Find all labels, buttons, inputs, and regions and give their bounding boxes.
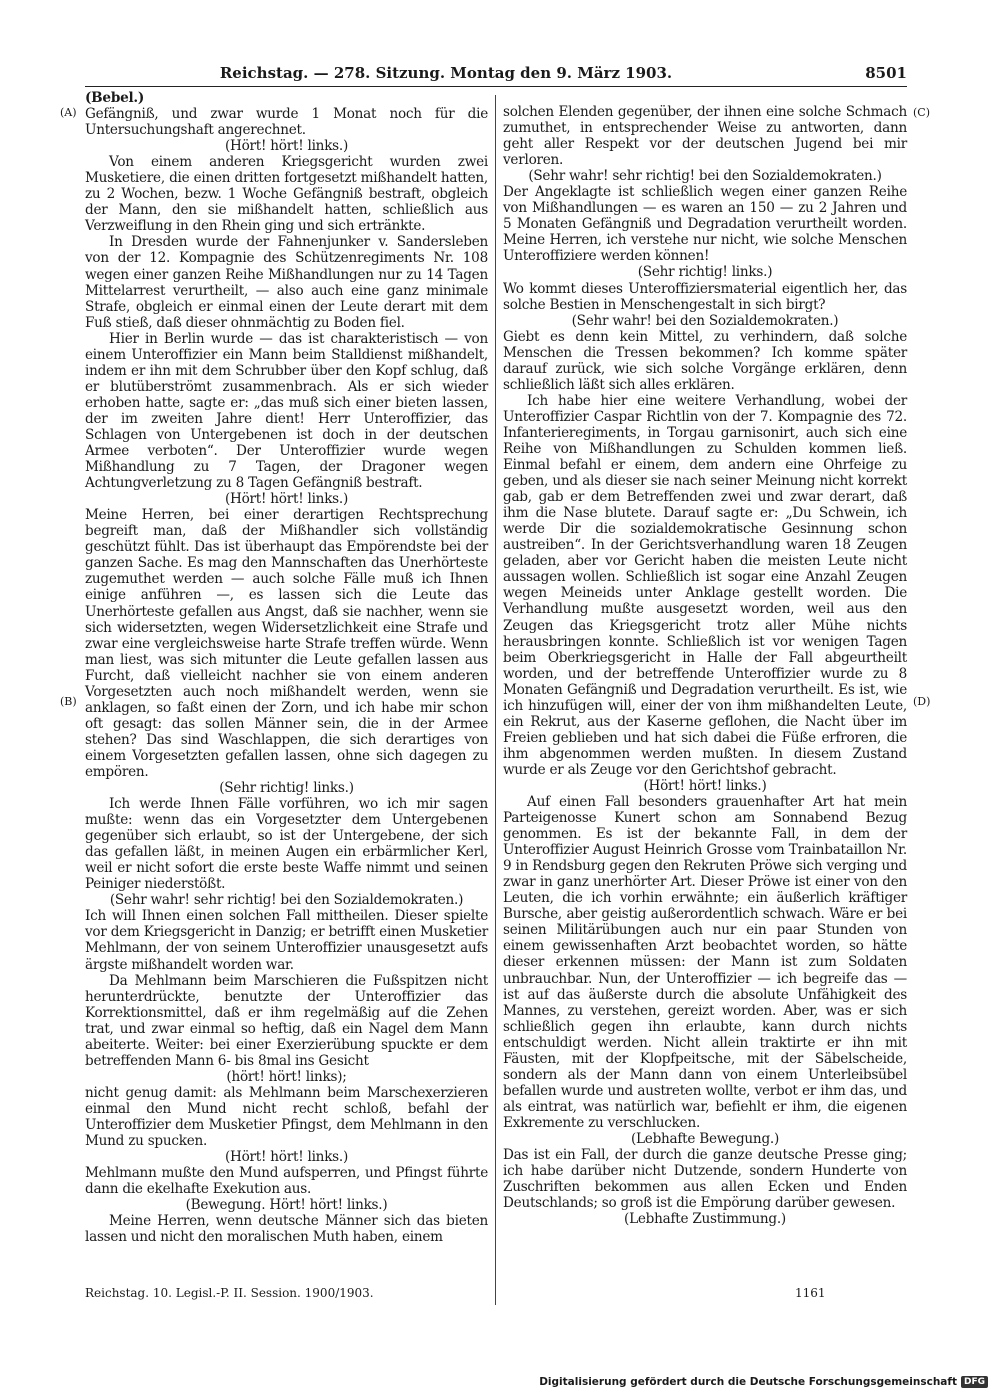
paragraph: Wo kommt dieses Unteroffiziersmaterial eigentlich her, das solche Bestien in Menschengestalt in sich birgt? (503, 280, 907, 313)
interjection: (Hört! hört! links.) (224, 1149, 349, 1166)
margin-mark-a: (A) (60, 106, 77, 119)
paragraph: Ich will Ihnen einen solchen Fall mittheilen. Dieser spielte vor dem Kriegsgericht in Danzig; er betrifft einen Musketier Mehlmann, der von seinem Unteroffizier unausgesetzt aufs ärgste mißhandelt worden war. (85, 908, 488, 973)
interjection: (Lebhafte Bewegung.) (630, 1131, 780, 1147)
paragraph: Von einem anderen Kriegsgericht wurden zwei Musketiere, die einen dritten fortgesetzt mißhandelt hatten, zu 2 Wochen, bezw. 1 Woche Gefängniß bestraft, obgleich der Mann, den sie mißhandelt hatten, schließlich aus Verzweiflung in den Rhein ging und sich ertränkte. (85, 154, 488, 235)
paragraph: Meine Herren, wenn deutsche Männer sich das bieten lassen und nicht den moralischen Muth haben, einem (85, 1213, 488, 1246)
paragraph: Das ist ein Fall, der durch die ganze deutsche Presse ging; ich habe darüber nicht Dutzende, sondern Hunderte von Zuschriften bekommen aus allen Ecken und Enden Deutschlands; so groß ist die Empörung darüber gewesen. (503, 1147, 907, 1212)
footer-session: Reichstag. 10. Legisl.-P. II. Session. 1900/1903. (85, 1286, 374, 1300)
interjection: (Hört! hört! links.) (643, 777, 767, 794)
interjection: (Lebhafte Zustimmung.) (624, 1211, 786, 1228)
footer-sheet-number: 1161 (795, 1286, 826, 1300)
paragraph: Meine Herren, bei einer derartigen Rechtsprechung begreift man, daß der Mißhandler sich vollständig geschützt fühlt. Das ist überhaupt das Empörendste bei der ganzen Sache. Es mag den Mannschaften das Unerhörteste zugemuthet werden — auch solche Fälle muß ich Ihnen einige anführen —, es lassen sich die Leute das Unerhörteste gefallen aus Angst, daß sie nachher, wenn sie sich widersetzten, wegen Widersetzlichkeit eine Strafe und zwar eine vergleichsweise harte Strafe treffen würde. Wenn man liest, was sich mitunter die Leute gefallen lassen aus Furcht, daß vielleicht nachher sie von einem anderen Vorgesetzten auch noch mißhandelt werden, wenn sie anklagen, so faßt einen der Zorn, und ich habe mir schon oft gesagt: das sollen Männer sein, die in der Armee stehen? Das sind Waschlappen, die sich derartiges von einem Vorgesetzten gefallen lassen, ohne sich dagegen zu empören. (85, 507, 488, 780)
interjection: (Sehr richtig! links.) (637, 264, 773, 281)
paragraph: Auf einen Fall besonders grauenhafter Art hat mein Parteigenosse Kunert schon am Sonnabend Bezug genommen. Es ist der bekannte Fall, in dem der Unteroffizier August Heinrich Grosse vom Trainbataillon Nr. 9 in Rendsburg gegen den Rekruten Pröwe sich verging und zwar in ganz unerhörter Art. Dieser Pröwe ist einer von den Leuten, die ich vorhin erwähnte; ein äußerlich kräftiger Bursche, aber geistig außerordentlich schwach. Wäre er bei seinen Militärübungen auch nur ein paar Stunden von einem gewissenhaften Arzt beobachtet worden, so hätte dieser erkennen müssen: der Mann ist zum Soldaten unbrauchbar. Nun, der Unteroffizier — ich begreife das — ist auf das äußerste durch die absolute Unfähigkeit des Mannes, zu verstehen, gereizt worden. Aber, was er sich schließlich gegen ihn erlaubte, kann durch nichts entschuldigt werden. Nicht allein traktirte er ihn mit Fäusten, mit der Klopfpeitsche, mit der Säbelscheide, sondern als der Mann dann von einem Unterleibsübel befallen wurde und austreten wollte, verbot er ihm das, und als eintrat, was natürlich war, befiehlt er ihm, die eigenen Exkremente zu verschlucken. (503, 794, 907, 1131)
paragraph: Gefängniß, und zwar wurde 1 Monat noch für die Untersuchungshaft angerechnet. (85, 106, 488, 139)
margin-mark-c: (C) (913, 106, 930, 119)
header-title: Reichstag. — 278. Sitzung. Montag den 9. März 1903. (219, 64, 673, 82)
interjection: (Sehr wahr! sehr richtig! bei den Sozialdemokraten.) (528, 168, 882, 185)
page-header (85, 62, 907, 84)
paragraph: Giebt es denn kein Mittel, zu verhindern, daß solche Menschen die Tressen bekommen? Ich komme später darauf zurück, wie sich solche Vorgänge erklären, denn schließlich läßt sich alles erklären. (503, 328, 907, 393)
credit-text: Digitalisierung gefördert durch die Deutsche Forschungsgemeinschaft (539, 1376, 957, 1388)
paragraph: solchen Elenden gegenüber, der ihnen eine solche Schmach zumuthet, in entsprechender Weise zu antworten, dann geht aller Respekt vor der deutschen Jugend bei mir verloren. (503, 104, 907, 169)
margin-mark-d: (D) (913, 695, 931, 708)
dfg-logo: DFG (961, 1376, 988, 1388)
header-rule (85, 86, 907, 87)
interjection: (Sehr richtig! links.) (219, 780, 354, 797)
column-divider (495, 95, 496, 1305)
interjection: (Sehr wahr! bei den Sozialdemokraten.) (571, 312, 839, 329)
speaker-name: (Bebel.) (85, 90, 145, 106)
paragraph: In Dresden wurde der Fahnenjunker v. Sandersleben von der 12. Kompagnie des Schützenregiments Nr. 108 wegen einer ganzen Reihe Mißhandlungen nur zu 14 Tagen Mittelarrest verurtheilt, — also auch eine ganz minimale Strafe, obgleich er einmal einen der Leute derart mit dem Fuß stieß, daß dieser ohnmächtig zu Boden fiel. (85, 234, 488, 331)
right-column (503, 104, 907, 1227)
interjection: (Hört! hört! links.) (224, 138, 349, 155)
interjection: (hört! hört! links); (226, 1068, 347, 1085)
paragraph: Mehlmann mußte den Mund aufsperren, und Pfingst führte dann die ekelhafte Exekution aus. (85, 1165, 488, 1198)
paragraph: Ich habe hier eine weitere Verhandlung, wobei der Unteroffizier Caspar Richtlin von der 7. Kompagnie des 72. Infanterieregiments, in Torgau garnisonirt, auch sich eine Reihe von Mißhandlungen zu Schulden kommen ließ. Einmal befahl er einem, dem andern eine Ohrfeige zu geben, und als dieser sie nach seiner Meinung nicht korrekt gab, gab er dem Betreffenden zwei und zwar derart, daß ihm die Nase blutete. Darauf sagte er: „Du Schwein, ich werde Dir die sozialdemokratische Gesinnung schon austreiben“. In der Gerichtsverhandlung waren 18 Zeugen geladen, aber vor Gericht haben die meisten Leute nicht aussagen wollen. Schließlich ist sogar eine Anzahl Zeugen wegen Meineids unter Anklage gestellt worden. Die Verhandlung mußte ausgesetzt worden, weil aus den Zeugen das Kriegsgericht trotz aller Mühe nichts herausbringen konnte. Schließlich ist vor wenigen Tagen beim Oberkriegsgericht in Halle der Fall abgeurtheilt worden, und der betreffende Unteroffizier wurde zu 8 Monaten Gefängniß und Degradation verurtheilt. Es ist, wie ich hinzufügen will, einer der von ihm mißhandelten Leute, ein Rekrut, aus der Kaserne geflohen, die Nacht über im Freien geblieben und hat sich dabei die Füße erfroren, die ihm abgenommen werden mußten. In diesem Zustand wurde er als Zeuge vor den Gerichtshof gebracht. (503, 392, 907, 778)
paragraph: Ich werde Ihnen Fälle vorführen, wo ich mir sagen mußte: wenn das ein Vorgesetzter dem Untergebenen gegenüber sich erlaubt, so ist der Untergebene, der sich das gefallen läßt, in meinen Augen ein erbärmlicher Kerl, weil er nicht sofort die erste beste Waffe nimmt und seinen Peiniger niederstößt. (85, 796, 488, 893)
left-column (85, 90, 488, 1245)
interjection: (Sehr wahr! sehr richtig! bei den Sozialdemokraten.) (109, 892, 464, 909)
paragraph: nicht genug damit: als Mehlmann beim Marschexerzieren einmal den Mund nicht recht schloß, befahl der Unteroffizier dem Musketier Pfingst, dem Mehlmann in den Mund zu spucken. (85, 1084, 488, 1150)
paragraph: Hier in Berlin wurde — das ist charakteristisch — von einem Unteroffizier ein Mann beim Stalldienst mißhandelt, indem er ihn mit dem Schrubber über den Kopf schlug, daß er blutüberströmt zusammenbrach. Als er sich wieder erhoben hatte, sagte er: „das muß sich einer bieten lassen, der im zweiten Jahre dient! Herr Unteroffizier, das Schlagen von Untergebenen ist doch in der deutschen Armee verboten“. Der Unteroffizier wurde wegen Mißhandlung zu 7 Tagen, der Dragoner wegen Achtungverletzung zu 8 Tagen Gefängniß bestraft. (85, 330, 488, 492)
margin-mark-b: (B) (60, 695, 77, 708)
paragraph: Der Angeklagte ist schließlich wegen einer ganzen Reihe von Mißhandlungen — es waren an 150 — zu 2 Jahren und 5 Monaten Gefängniß und Degradation verurtheilt worden. Meine Herren, ich verstehe nur nicht, wie solche Menschen Unteroffiziere werden können! (503, 184, 907, 265)
digitization-credit (539, 1376, 988, 1388)
page-number: 8501 (865, 64, 907, 82)
interjection: (Hört! hört! links.) (224, 491, 349, 508)
paragraph: Da Mehlmann beim Marschieren die Fußspitzen nicht herunterdrückte, benutzte der Unteroffizier das Korrektionsmittel, daß er ihm regelmäßig auf die Zehen trat, und zwar einmal so heftig, daß ein Nagel dem Mann abeiterte. Weiter: bei einer Exerzierübung spuckte er dem betreffenden Mann 6- bis 8mal ins Gesicht (85, 972, 488, 1069)
interjection: (Bewegung. Hört! hört! links.) (185, 1197, 388, 1214)
